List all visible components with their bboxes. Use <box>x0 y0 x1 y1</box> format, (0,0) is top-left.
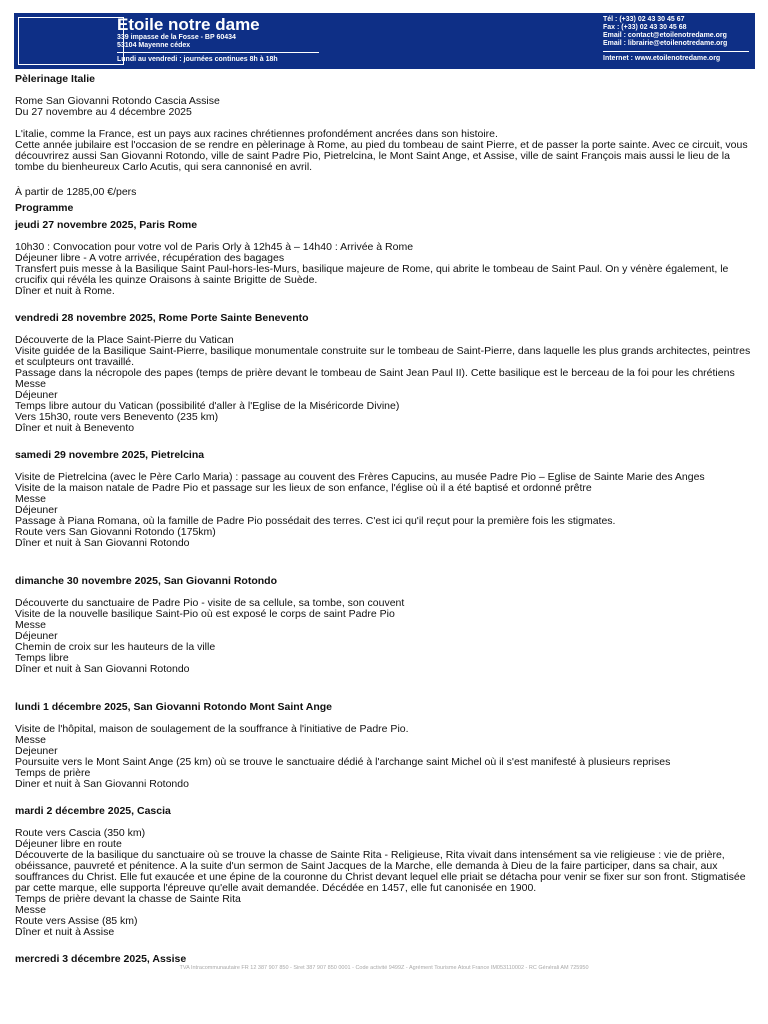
phone-number: Tél : (+33) 02 43 30 45 67 <box>603 16 685 23</box>
header-divider-left <box>117 52 319 53</box>
day-title: jeudi 27 novembre 2025, Paris Rome <box>15 219 198 231</box>
day-line: Messe <box>15 904 46 916</box>
trip-heading: Pèlerinage Italie <box>15 73 95 85</box>
day-title: mercredi 3 décembre 2025, Assise <box>15 953 187 965</box>
day-line: Messe <box>15 734 46 746</box>
programme-title: Programme <box>15 202 74 214</box>
fax-number: Fax : (+33) 02 43 30 45 68 <box>603 24 687 31</box>
day-line: Route vers San Giovanni Rotondo (175km) <box>15 526 216 538</box>
day-line: Dîner et nuit à San Giovanni Rotondo <box>15 537 190 549</box>
legal-footer: TVA Intracommunautaire FR 12 387 907 850 - Siret 387 907 850 0001 - Code activité 9499Z - Agrément Tourisme Atout France IM053110002 - RC Générali AM 725950 <box>179 965 589 971</box>
trip-dates: Du 27 novembre au 4 décembre 2025 <box>15 106 192 118</box>
programme-day-3 <box>15 450 755 549</box>
day-line: Dejeuner <box>15 745 58 757</box>
day-line: Passage à Piana Romana, où la famille de Padre Pio possédait des terres. C'est ici qu'il reçut pour la première fois les stigmates. <box>15 515 616 527</box>
day-line: Déjeuner <box>15 630 58 642</box>
programme-day-1 <box>15 220 755 297</box>
day-title: dimanche 30 novembre 2025, San Giovanni Rotondo <box>15 575 277 587</box>
website-link[interactable]: Internet : www.etoilenotredame.org <box>603 55 721 62</box>
day-line: Dîner et nuit à Rome. <box>15 285 115 297</box>
programme-day-7 <box>15 954 755 965</box>
day-line: Visite de la maison natale de Padre Pio et passage sur les lieux de son enfance, l'église où il a été baptisé et ordonné prêtre <box>15 482 592 494</box>
header-divider-right <box>603 51 749 52</box>
org-name: Etoile notre dame <box>117 15 260 34</box>
intro-paragraph-1: L'italie, comme la France, est un pays aux racines chrétiennes profondément ancrées dans son histoire. <box>15 128 498 140</box>
day-line: Dîner et nuit à Assise <box>15 926 115 938</box>
day-line: Découverte de la Place Saint-Pierre du Vatican <box>15 334 234 346</box>
day-line: Déjeuner <box>15 504 58 516</box>
day-line: Poursuite vers le Mont Saint Ange (25 km) où se trouve le sanctuaire dédié à l'archange saint Michel où il s'est manifesté à plusieurs reprises <box>15 756 671 768</box>
opening-hours: Lundi au vendredi : journées continues 8h à 18h <box>117 56 278 63</box>
day-title: mardi 2 décembre 2025, Cascia <box>15 805 171 817</box>
day-line: Temps de prière <box>15 767 91 779</box>
day-line: Découverte du sanctuaire de Padre Pio - visite de sa cellule, sa tombe, son couvent <box>15 597 405 609</box>
programme-day-2 <box>15 313 755 434</box>
day-line: Visite guidée de la Basilique Saint-Pierre, basilique monumentale construite sur le tombeau de Saint-Pierre, dans laquelle les plus grands architectes, peintres et sculpteurs ont travaillé. <box>15 345 751 368</box>
day-line: Visite de l'hôpital, maison de soulagement de la souffrance à l'initiative de Padre Pio. <box>15 723 409 735</box>
day-title: lundi 1 décembre 2025, San Giovanni Rotondo Mont Saint Ange <box>15 701 332 713</box>
document-body <box>15 74 755 965</box>
email-contact[interactable]: Email : contact@etoilenotredame.org <box>603 32 727 39</box>
day-line: Déjeuner <box>15 389 58 401</box>
day-title: samedi 29 novembre 2025, Pietrelcina <box>15 449 205 461</box>
day-line: Dîner et nuit à San Giovanni Rotondo <box>15 663 190 675</box>
day-line: Temps libre autour du Vatican (possibilité d'aller à l'Eglise de la Miséricorde Divine) <box>15 400 400 412</box>
price: À partir de 1285,00 €/pers <box>15 186 137 198</box>
day-line: Découverte de la basilique du sanctuaire où se trouve la chasse de Sainte Rita - Religieuse, Rita vivait dans intensément sa vie religieuse : vie de prière, obéissance, pauvreté et pénitence. A la suite d'un sermon de Saint Jacques de la Marche, elle demanda à Dieu de la faire participer, dans sa chair, aux souffrances du Christ. Elle fut exaucée et une épine de la couronne du Christ devant lequel elle priait se détacha pour venir se fixer sur son front. Stigmatisée par cette marque, elle supporta l'épreuve qu'elle avait demandée. Décédée en 1457, elle fut canonisée en 1900. <box>15 849 746 894</box>
day-line: Visite de la nouvelle basilique Saint-Pio où est exposé le corps de saint Padre Pio <box>15 608 395 620</box>
email-librairie[interactable]: Email : librairie@etoilenotredame.org <box>603 40 728 47</box>
address-line-1: 339 impasse de la Fosse - BP 60434 <box>117 34 236 41</box>
day-line: Visite de Pietrelcina (avec le Père Carlo Maria) : passage au couvent des Frères Capucins, au musée Padre Pio – Eglise de Sainte Marie des Anges <box>15 471 705 483</box>
header-banner <box>14 13 755 69</box>
intro-paragraph-2: Cette année jubilaire est l'occasion de se rendre en pèlerinage à Rome, au pied du tombeau de saint Pierre, et de passer la porte sainte. Avec ce circuit, vous découvrirez aussi San Giovanni Rotondo, ville de saint Padre Pio, Pietrelcina, le Mont Saint Ange, et Assise, ville de saint François mais aussi le lieu de la tombe du bienheureux Carlo Acutis, qui sera cannonisé en avril. <box>15 139 748 173</box>
day-line: Transfert puis messe à la Basilique Saint Paul-hors-les-Murs, basilique majeure de Rome, qui abrite le tombeau de Saint Paul. On y vénère également, le crucifix qui révéla les quinze Oraisons à sainte Brigitte de Suède. <box>15 263 729 286</box>
day-line: Temps de prière devant la chasse de Sainte Rita <box>15 893 241 905</box>
day-line: Messe <box>15 619 46 631</box>
day-line: Messe <box>15 378 46 390</box>
day-line: Passage dans la nécropole des papes (temps de prière devant le tombeau de Saint Jean Paul II). Cette basilique est le berceau de la foi pour les chrétiens <box>15 367 735 379</box>
programme-day-5 <box>15 702 755 790</box>
trip-route: Rome San Giovanni Rotondo Cascia Assise <box>15 95 220 107</box>
day-line: Déjeuner libre en route <box>15 838 122 850</box>
day-line: Temps libre <box>15 652 69 664</box>
day-line: 10h30 : Convocation pour votre vol de Paris Orly à 12h45 à – 14h40 : Arrivée à Rome <box>15 241 414 253</box>
programme-day-6 <box>15 806 755 938</box>
day-line: Route vers Assise (85 km) <box>15 915 138 927</box>
logo <box>18 17 124 65</box>
day-line: Route vers Cascia (350 km) <box>15 827 146 839</box>
day-title: vendredi 28 novembre 2025, Rome Porte Sainte Benevento <box>15 312 309 324</box>
day-line: Chemin de croix sur les hauteurs de la ville <box>15 641 216 653</box>
day-line: Diner et nuit à San Giovanni Rotondo <box>15 778 189 790</box>
address-line-2: 53104 Mayenne cédex <box>117 42 191 49</box>
day-line: Dîner et nuit à Benevento <box>15 422 135 434</box>
programme-day-4 <box>15 576 755 675</box>
day-line: Vers 15h30, route vers Benevento (235 km) <box>15 411 219 423</box>
day-line: Déjeuner libre - A votre arrivée, récupération des bagages <box>15 252 285 264</box>
day-line: Messe <box>15 493 46 505</box>
